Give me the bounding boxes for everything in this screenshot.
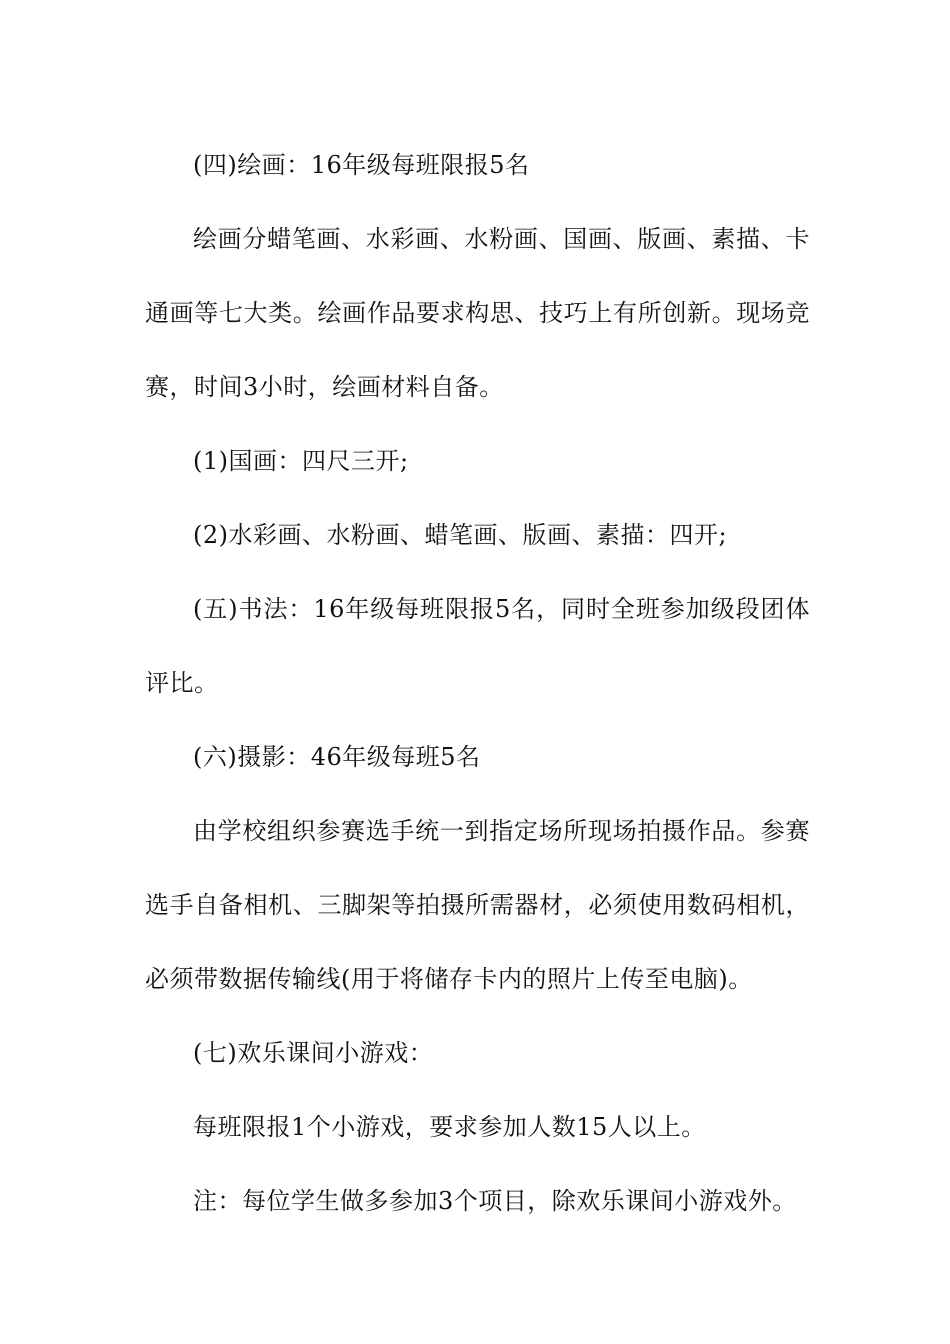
section-heading-photography: (六)摄影：46年级每班5名 [193, 743, 481, 771]
painting-item-chinese: (1)国画：四尺三开; [193, 447, 409, 475]
photography-description: 由学校组织参赛选手统一到指定场所现场拍摄作品。参赛选手自备相机、三脚架等拍摄所需器材，必须使用数码相机，必须带数据传输线(用于将储存卡内的照片上传至电脑)。 [145, 817, 810, 993]
section-heading-calligraphy: (五)书法：16年级每班限报5名，同时全班参加级段团体评比。 [145, 595, 810, 697]
painting-item-others: (2)水彩画、水粉画、蜡笔画、版画、素描：四开; [193, 521, 728, 549]
section-heading-games: (七)欢乐课间小游戏： [193, 1039, 434, 1067]
painting-description: 绘画分蜡笔画、水彩画、水粉画、国画、版画、素描、卡通画等七大类。绘画作品要求构思、技巧上有所创新。现场竞赛，时间3小时，绘画材料自备。 [145, 225, 810, 401]
section-heading-painting: (四)绘画：16年级每班限报5名 [193, 151, 530, 179]
note-paragraph: 注：每位学生做多参加3个项目，除欢乐课间小游戏外。 [193, 1187, 797, 1215]
document-body [145, 128, 810, 1238]
games-description: 每班限报1个小游戏，要求参加人数15人以上。 [193, 1113, 706, 1141]
